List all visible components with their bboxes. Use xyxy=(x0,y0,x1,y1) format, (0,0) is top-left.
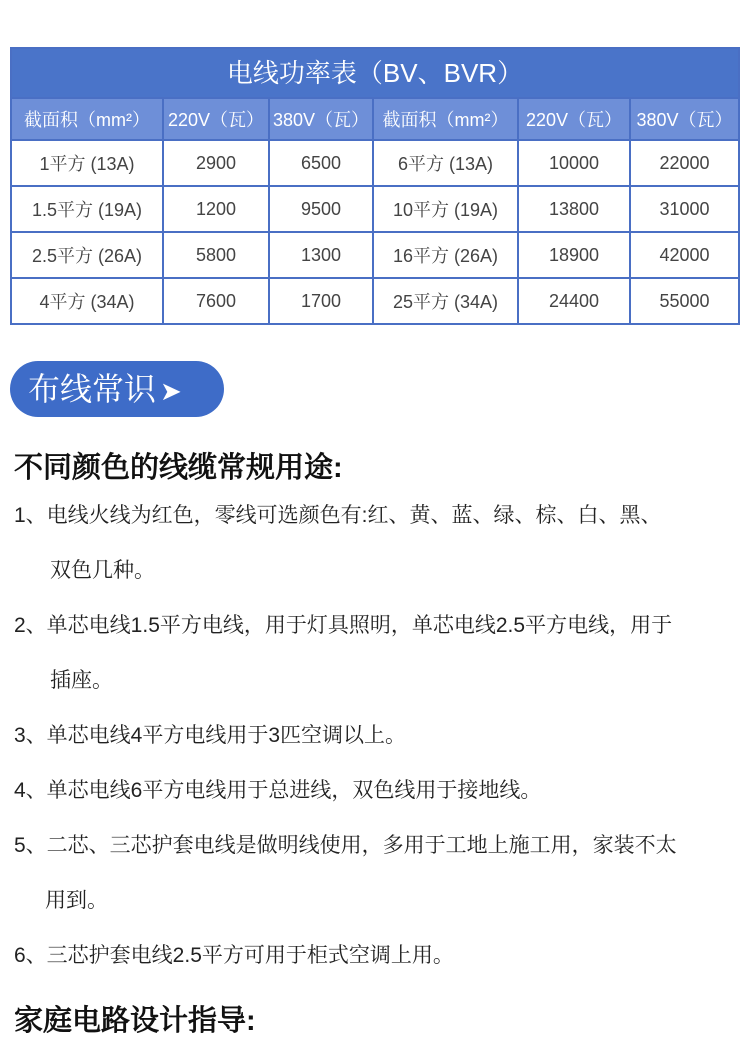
header-220v: 220V（瓦） xyxy=(518,98,630,140)
table-cell: 1300 xyxy=(269,232,373,278)
table-cell: 5800 xyxy=(163,232,269,278)
header-area: 截面积（mm²） xyxy=(373,98,518,140)
list-item-line: 2、单芯电线1.5平方电线，用于灯具照明，单芯电线2.5平方电线，用于 xyxy=(14,614,673,637)
table-cell: 4平方 (34A) xyxy=(11,278,163,324)
table-cell: 25平方 (34A) xyxy=(373,278,518,324)
table-cell: 31000 xyxy=(630,186,739,232)
list-item-line: 1、电线火线为红色，零线可选颜色有:红、黄、蓝、绿、棕、白、黑、 xyxy=(14,504,662,527)
list-item-line: 用到。 xyxy=(45,889,108,912)
table-cell: 1700 xyxy=(269,278,373,324)
table-cell: 2.5平方 (26A) xyxy=(11,232,163,278)
table-cell: 10平方 (19A) xyxy=(373,186,518,232)
section-badge-label: 布线常识 xyxy=(28,371,157,407)
list-item xyxy=(14,818,739,928)
heading-circuit-guide: 家庭电路设计指导: xyxy=(14,1005,256,1037)
list-item-line: 6、三芯护套电线2.5平方可用于柜式空调上用。 xyxy=(14,944,454,967)
section-badge xyxy=(10,361,224,417)
table-cell: 7600 xyxy=(163,278,269,324)
header-area: 截面积（mm²） xyxy=(11,98,163,140)
list-item xyxy=(14,598,739,708)
table-row xyxy=(11,278,739,324)
table-cell: 16平方 (26A) xyxy=(373,232,518,278)
header-380v: 380V（瓦） xyxy=(269,98,373,140)
list-item xyxy=(14,928,739,983)
table-row xyxy=(11,232,739,278)
heading-cable-colors: 不同颜色的线缆常规用途: xyxy=(14,452,343,484)
table-cell: 55000 xyxy=(630,278,739,324)
table-row xyxy=(11,140,739,186)
header-380v: 380V（瓦） xyxy=(630,98,739,140)
power-table xyxy=(10,47,740,325)
list-item-line: 插座。 xyxy=(50,669,113,692)
table-title: 电线功率表（BV、BVR） xyxy=(10,47,740,97)
list-item-line: 4、单芯电线6平方电线用于总进线，双色线用于接地线。 xyxy=(14,779,542,802)
table-cell: 10000 xyxy=(518,140,630,186)
list-item xyxy=(14,763,739,818)
table-cell: 2900 xyxy=(163,140,269,186)
table-cell: 6500 xyxy=(269,140,373,186)
table-cell: 9500 xyxy=(269,186,373,232)
list-item-line: 5、二芯、三芯护套电线是做明线使用，多用于工地上施工用，家装不太 xyxy=(14,834,677,857)
table-cell: 13800 xyxy=(518,186,630,232)
power-table-container xyxy=(10,47,738,325)
arrow-right-icon: ➤ xyxy=(160,376,182,406)
table-cell: 18900 xyxy=(518,232,630,278)
table-header-row xyxy=(11,98,739,140)
table-cell: 1.5平方 (19A) xyxy=(11,186,163,232)
table-cell: 1200 xyxy=(163,186,269,232)
header-220v: 220V（瓦） xyxy=(163,98,269,140)
list-item xyxy=(14,708,739,763)
table-cell: 1平方 (13A) xyxy=(11,140,163,186)
table-cell: 6平方 (13A) xyxy=(373,140,518,186)
table-cell: 24400 xyxy=(518,278,630,324)
table-cell: 42000 xyxy=(630,232,739,278)
table-row xyxy=(11,186,739,232)
list-item-line: 双色几种。 xyxy=(50,559,155,582)
list-item xyxy=(14,488,739,598)
table-cell: 22000 xyxy=(630,140,739,186)
list-item-line: 3、单芯电线4平方电线用于3匹空调以上。 xyxy=(14,724,407,747)
